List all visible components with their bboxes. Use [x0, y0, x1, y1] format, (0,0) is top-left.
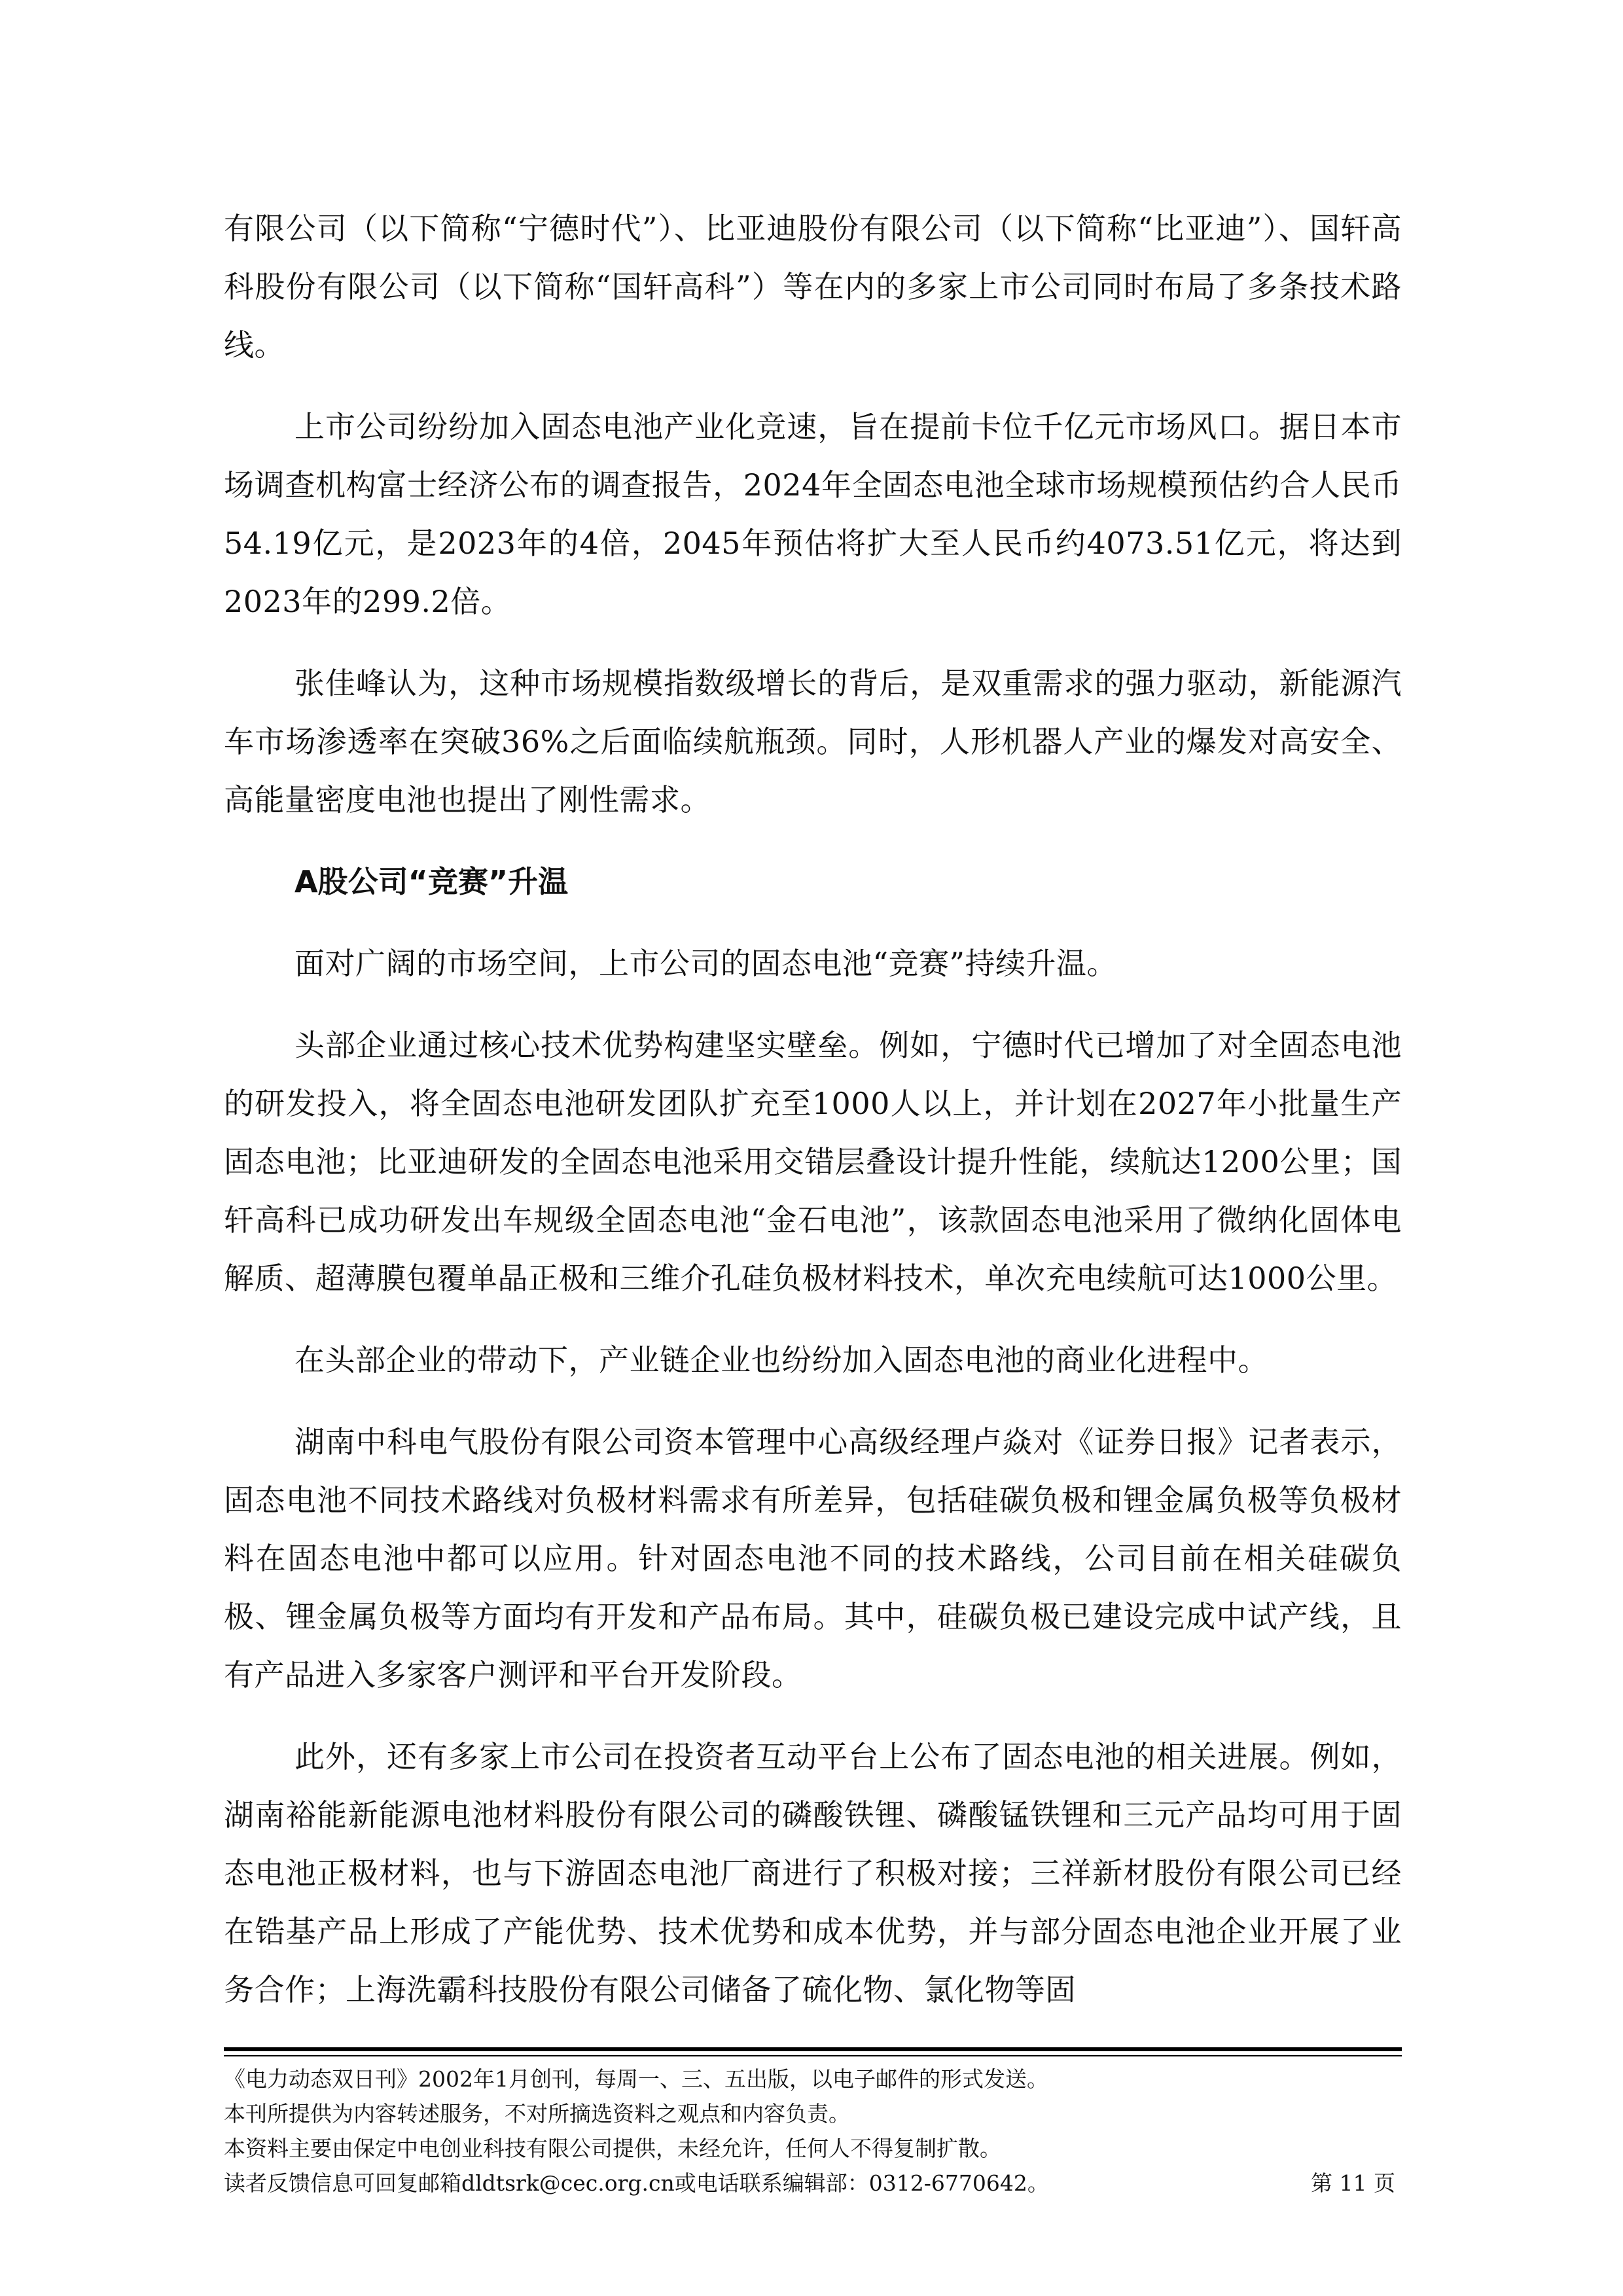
paragraph-leading-companies: 头部企业通过核心技术优势构建坚实壁垒。例如，宁德时代已增加了对全固态电池的研发投入，将全固态电池研发团队扩充至1000人以上，并计划在2027年小批量生产固态电池；比亚迪研发的全固态电池采用交错层叠设计提升性能，续航达1200公里；国轩高科已成功研发出车规级全固态电池“金石电池”，该款固态电池采用了微纳化固体电解质、超薄膜包覆单晶正极和三维介孔硅负极材料技术，单次充电续航可达1000公里。: [224, 1028, 1402, 1296]
paragraph-industry-chain: 在头部企业的带动下，产业链企业也纷纷加入固态电池的商业化进程中。: [294, 1342, 1268, 1378]
footer-line-1: [224, 2062, 1402, 2096]
paragraph-demand-drivers: 张佳峰认为，这种市场规模指数级增长的背后，是双重需求的强力驱动，新能源汽车市场渗透率在突破36%之后面临续航瓶颈。同时，人形机器人产业的爆发对高安全、高能量密度电池也提出了刚性需求。: [224, 666, 1402, 817]
footer-contact: 读者反馈信息可回复邮箱dldtsrk@cec.org.cn或电话联系编辑部：0312-6770642。: [224, 2170, 1049, 2196]
paragraph-market-report: 上市公司纷纷加入固态电池产业化竞速，旨在提前卡位千亿元市场风口。据日本市场调查机构富士经济公布的调查报告，2024年全固态电池全球市场规模预估约合人民币54.19亿元，是2023年的4倍，2045年预估将扩大至人民币约4073.51亿元，将达到2023年的299.2倍。: [224, 409, 1402, 619]
page-number: 第 11 页: [1311, 2170, 1395, 2196]
footer-line-3: [224, 2131, 1402, 2166]
paragraph-continuation: 有限公司（以下简称“宁德时代”）、比亚迪股份有限公司（以下简称“比亚迪”）、国轩高科股份有限公司（以下简称“国轩高科”）等在内的多家上市公司同时布局了多条技术路线。: [224, 211, 1402, 363]
article-body: [224, 200, 1402, 2043]
paragraph-other-companies: 此外，还有多家上市公司在投资者互动平台上公布了固态电池的相关进展。例如，湖南裕能新能源电池材料股份有限公司的磷酸铁锂、磷酸锰铁锂和三元产品均可用于固态电池正极材料，也与下游固态电池厂商进行了积极对接；三祥新材股份有限公司已经在锆基产品上形成了产能优势、技术优势和成本优势，并与部分固态电池企业开展了业务合作；上海洗霸科技股份有限公司储备了硫化物、氯化物等固: [224, 1739, 1402, 2007]
footer-disclaimer: 本刊所提供为内容转述服务，不对所摘选资料之观点和内容负责。: [224, 2101, 850, 2126]
section-heading: A股公司“竞赛”升温: [294, 864, 569, 899]
footer-divider-thin: [224, 2055, 1402, 2056]
paragraph-competition-intro: 面对广阔的市场空间，上市公司的固态电池“竞赛”持续升温。: [294, 946, 1118, 981]
footer-divider-thick: [224, 2047, 1402, 2051]
footer-line-4: [224, 2166, 1402, 2200]
footer-copyright: 本资料主要由保定中电创业科技有限公司提供，未经允许，任何人不得复制扩散。: [224, 2136, 1001, 2161]
paragraph-anode-materials: 湖南中科电气股份有限公司资本管理中心高级经理卢焱对《证券日报》记者表示，固态电池不同技术路线对负极材料需求有所差异，包括硅碳负极和锂金属负极等负极材料在固态电池中都可以应用。针对固态电池不同的技术路线，公司目前在相关硅碳负极、锂金属负极等方面均有开发和产品布局。其中，硅碳负极已建设完成中试产线，且有产品进入多家客户测评和平台开发阶段。: [224, 1424, 1402, 1693]
page-footer: [224, 2062, 1402, 2200]
footer-line-2: [224, 2096, 1402, 2131]
footer-publication-info: 《电力动态双日刊》2002年1月创刊，每周一、三、五出版，以电子邮件的形式发送。: [224, 2066, 1048, 2092]
